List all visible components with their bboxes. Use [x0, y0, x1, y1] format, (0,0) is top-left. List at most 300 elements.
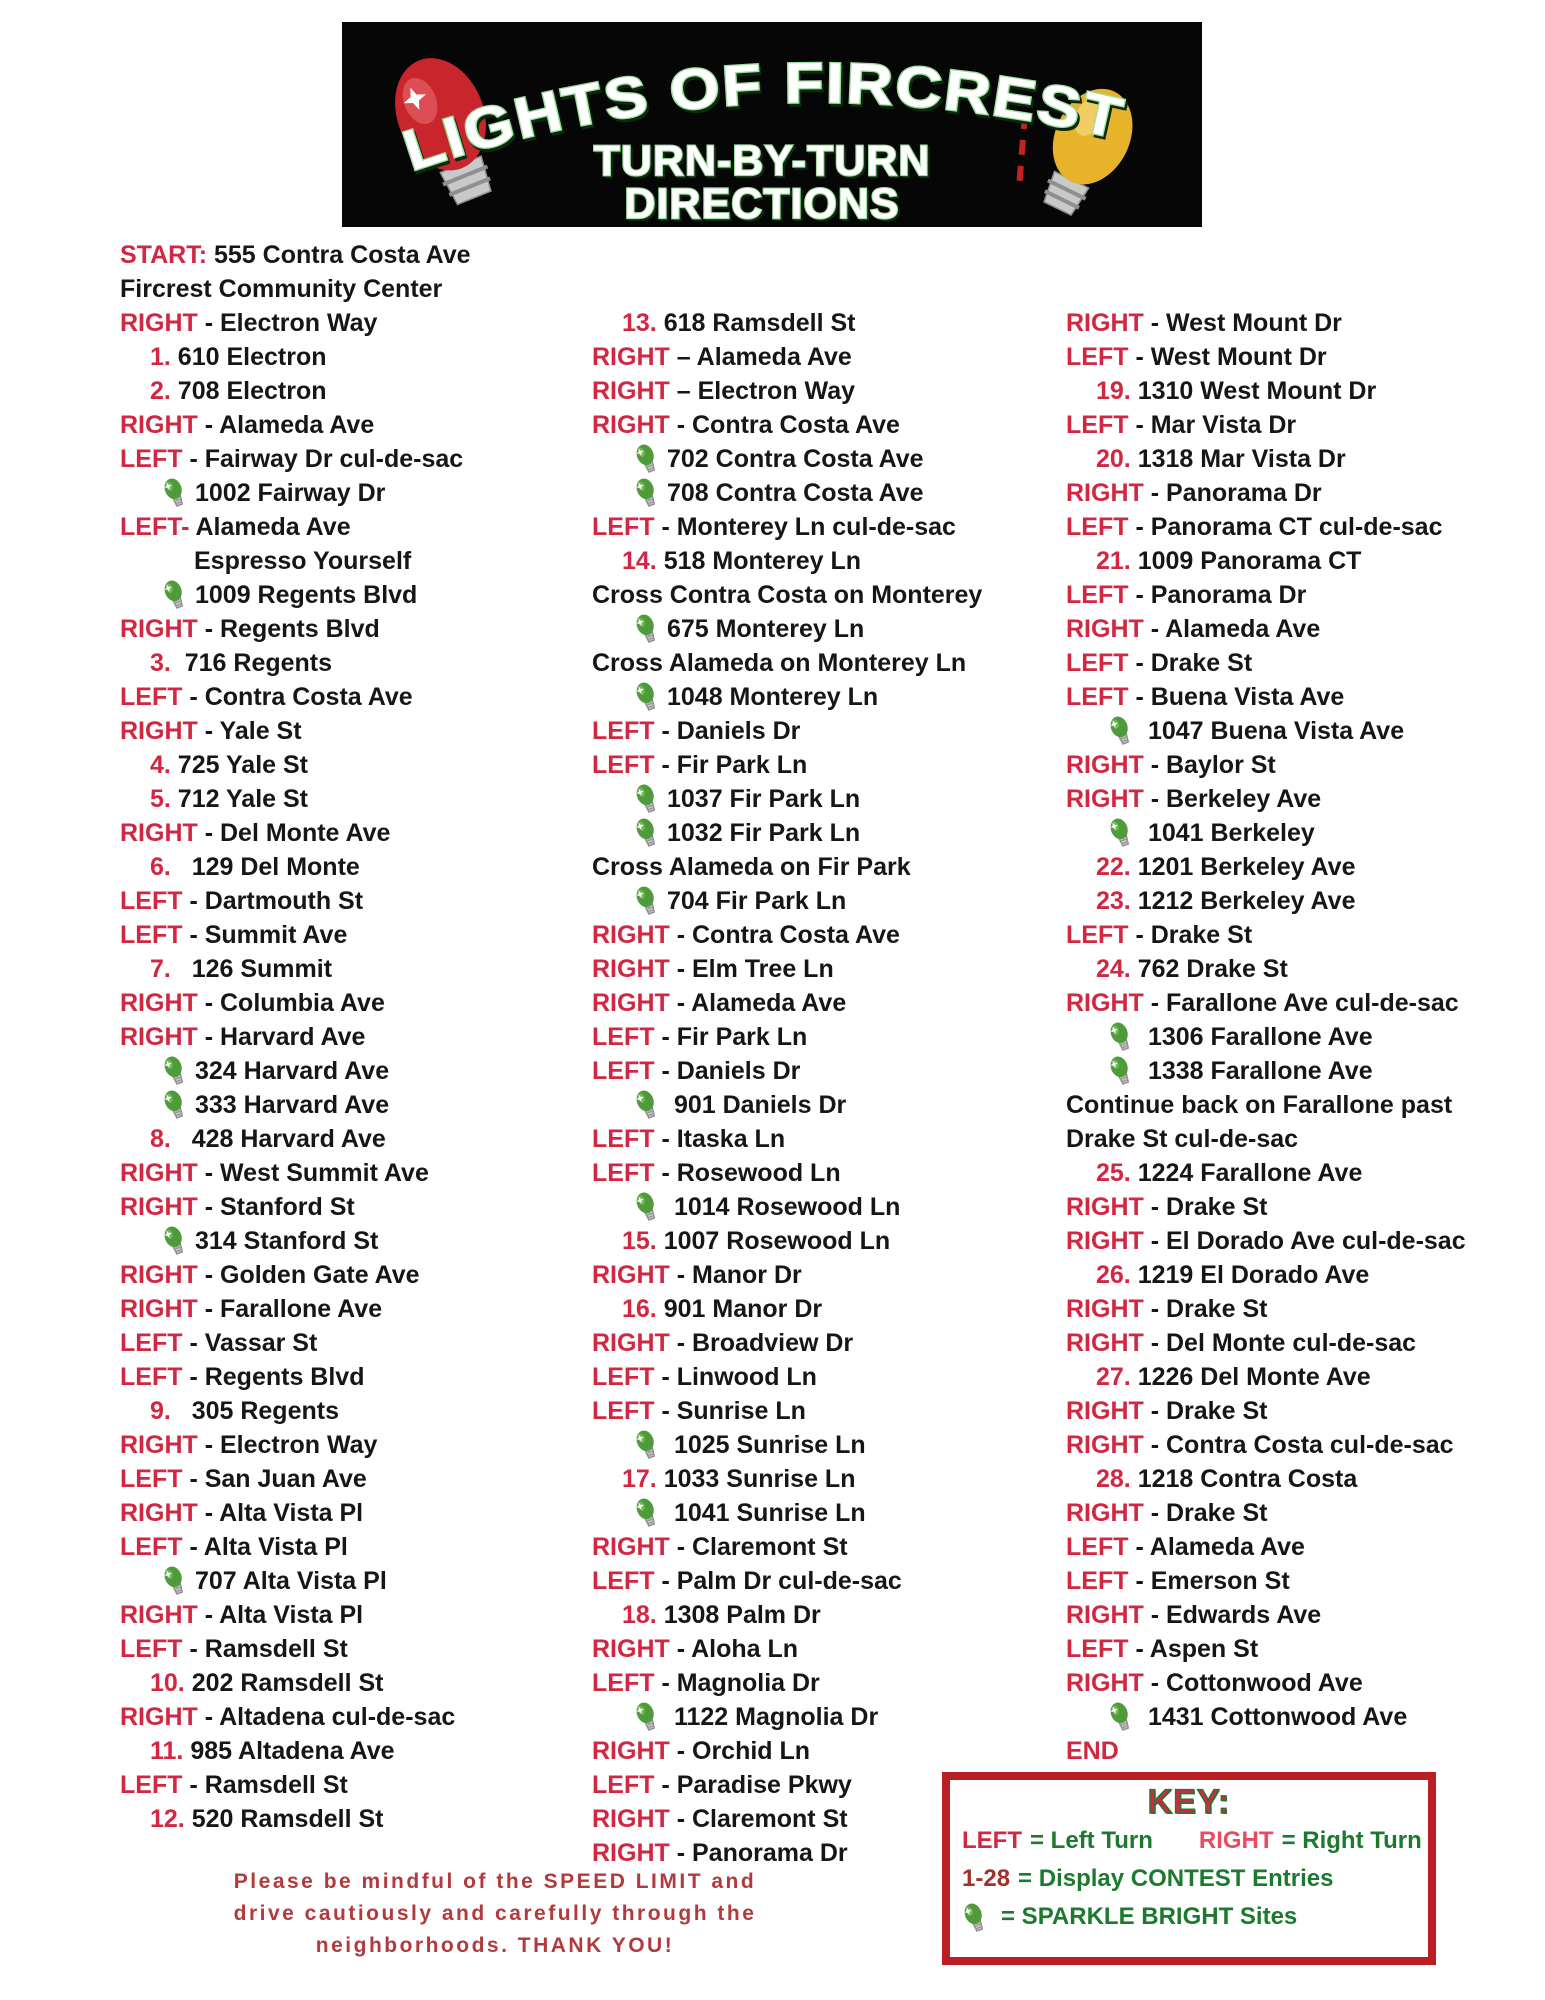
street-text: - Linwood Ln — [654, 1363, 817, 1391]
turn-label: RIGHT — [592, 955, 670, 983]
street-text: - Panorama Dr — [1128, 581, 1307, 609]
direction-line — [592, 918, 1066, 952]
entry-number: 22. — [1096, 853, 1131, 881]
turn-label: RIGHT — [592, 1737, 670, 1765]
direction-line — [592, 1360, 1066, 1394]
street-text: Fircrest Community Center — [120, 275, 443, 303]
street-text: - Fairway Dr cul-de-sac — [182, 445, 464, 473]
direction-line — [120, 272, 594, 306]
direction-line — [1066, 1360, 1540, 1394]
direction-line — [120, 578, 594, 612]
street-text: - Del Monte cul-de-sac — [1143, 1329, 1417, 1357]
entry-number: 18. — [622, 1601, 657, 1629]
street-text: 520 Ramsdell St — [184, 1805, 384, 1833]
street-text: - Broadview Dr — [669, 1329, 854, 1357]
street-text: - Drake St — [1143, 1295, 1268, 1323]
turn-label: RIGHT — [592, 1261, 670, 1289]
street-text: - Dartmouth St — [182, 887, 364, 915]
street-text: - El Dorado Ave cul-de-sac — [1143, 1227, 1466, 1255]
key-row-turns — [962, 1822, 1422, 1860]
direction-line — [592, 374, 1066, 408]
entry-number: 17. — [622, 1465, 657, 1493]
header-banner — [342, 22, 1202, 227]
street-text: 305 Regents — [170, 1397, 339, 1425]
turn-label: LEFT — [1066, 581, 1129, 609]
street-text: - Farallone Ave — [197, 1295, 383, 1323]
direction-line — [120, 816, 594, 850]
street-text: - Columbia Ave — [197, 989, 385, 1017]
turn-label: RIGHT — [120, 1023, 198, 1051]
street-text: 129 Del Monte — [170, 853, 360, 881]
key-left-term: LEFT — [962, 1827, 1022, 1854]
direction-line — [592, 1292, 1066, 1326]
street-text: 1002 Fairway Dr — [195, 479, 386, 507]
turn-label: RIGHT — [1066, 479, 1144, 507]
turn-label: RIGHT — [1066, 615, 1144, 643]
direction-line — [1066, 952, 1540, 986]
direction-line — [120, 612, 594, 646]
street-text: 1224 Farallone Ave — [1130, 1159, 1363, 1187]
entry-number: 10. — [150, 1669, 185, 1697]
street-text: 985 Altadena Ave — [183, 1737, 395, 1765]
entry-number: 12. — [150, 1805, 185, 1833]
direction-line — [120, 748, 594, 782]
street-text: - Drake St — [1128, 649, 1253, 677]
turn-label: RIGHT — [1066, 989, 1144, 1017]
direction-line — [592, 680, 1066, 714]
entry-number: 15. — [622, 1227, 657, 1255]
key-row-contest — [962, 1860, 1416, 1898]
street-text: 708 Contra Costa Ave — [667, 479, 924, 507]
turn-label: RIGHT — [592, 1839, 670, 1867]
street-text: - Magnolia Dr — [654, 1669, 820, 1697]
street-text: - Mar Vista Dr — [1128, 411, 1297, 439]
street-text: 555 Contra Costa Ave — [207, 241, 471, 269]
direction-line — [592, 1224, 1066, 1258]
turn-label: RIGHT — [120, 1499, 198, 1527]
street-text: 1032 Fir Park Ln — [667, 819, 861, 847]
street-text: 1310 West Mount Dr — [1130, 377, 1377, 405]
direction-line — [120, 1224, 594, 1258]
street-text: 1431 Cottonwood Ave — [1141, 1703, 1408, 1731]
street-text: - Paradise Pkwy — [654, 1771, 852, 1799]
turn-label: LEFT — [1066, 1635, 1129, 1663]
turn-label: RIGHT — [120, 615, 198, 643]
street-text: 1037 Fir Park Ln — [667, 785, 861, 813]
direction-line — [1066, 918, 1540, 952]
direction-line — [120, 1428, 594, 1462]
direction-line — [592, 714, 1066, 748]
street-text: - Rosewood Ln — [654, 1159, 841, 1187]
direction-line — [1066, 680, 1540, 714]
direction-line — [1066, 1224, 1540, 1258]
speed-limit-note-line3: neighborhoods. THANK YOU! — [315, 1934, 675, 1957]
street-text: - Vassar St — [182, 1329, 318, 1357]
street-text: 901 Manor Dr — [656, 1295, 823, 1323]
direction-line — [592, 544, 1066, 578]
street-text: - Palm Dr cul-de-sac — [654, 1567, 902, 1595]
street-text: – Electron Way — [669, 377, 856, 405]
direction-line — [120, 476, 594, 510]
direction-line — [120, 1394, 594, 1428]
turn-label: RIGHT — [592, 989, 670, 1017]
turn-label: LEFT — [120, 1771, 183, 1799]
turn-label: RIGHT — [120, 1261, 198, 1289]
turn-label: RIGHT — [592, 1329, 670, 1357]
street-text: - Panorama Dr — [669, 1839, 848, 1867]
direction-line — [1066, 1564, 1540, 1598]
street-text: - Contra Costa Ave — [669, 411, 900, 439]
direction-line — [592, 306, 1066, 340]
street-text: - Stanford St — [197, 1193, 355, 1221]
street-text: - Manor Dr — [669, 1261, 802, 1289]
direction-line — [592, 1394, 1066, 1428]
turn-label: LEFT — [120, 683, 183, 711]
direction-line — [1066, 1428, 1540, 1462]
direction-line — [120, 1496, 594, 1530]
street-text: 1025 Sunrise Ln — [667, 1431, 866, 1459]
entry-number: 4. — [150, 751, 171, 779]
street-text: - Monterey Ln cul-de-sac — [654, 513, 956, 541]
direction-line — [592, 646, 1066, 680]
direction-line — [1066, 408, 1540, 442]
street-text: - San Juan Ave — [182, 1465, 367, 1493]
street-text: 1201 Berkeley Ave — [1130, 853, 1356, 881]
entry-number: 19. — [1096, 377, 1131, 405]
street-text: - Drake St — [1143, 1499, 1268, 1527]
direction-line — [120, 340, 594, 374]
street-text: 1226 Del Monte Ave — [1130, 1363, 1371, 1391]
street-text: - Alameda Ave — [197, 411, 375, 439]
direction-line — [1066, 510, 1540, 544]
direction-line — [592, 1088, 1066, 1122]
entry-number: 25. — [1096, 1159, 1131, 1187]
direction-line — [592, 1258, 1066, 1292]
street-text: 1048 Monterey Ln — [667, 683, 879, 711]
street-text: 618 Ramsdell St — [656, 309, 856, 337]
entry-number: 8. — [150, 1125, 171, 1153]
entry-number: 24. — [1096, 955, 1131, 983]
turn-label: LEFT — [592, 1023, 655, 1051]
turn-label: LEFT — [592, 1159, 655, 1187]
entry-number: 13. — [622, 309, 657, 337]
street-text: Alameda Ave — [189, 513, 351, 541]
direction-line — [1066, 1190, 1540, 1224]
direction-line — [1066, 374, 1540, 408]
direction-line — [592, 1632, 1066, 1666]
street-text: 1308 Palm Dr — [656, 1601, 821, 1629]
entry-number: 28. — [1096, 1465, 1131, 1493]
street-text: Cross Alameda on Monterey Ln — [592, 649, 967, 677]
street-text: - Del Monte Ave — [197, 819, 391, 847]
street-text: Espresso Yourself — [194, 547, 412, 575]
direction-line — [1066, 340, 1540, 374]
direction-line — [120, 306, 594, 340]
entry-number: 23. — [1096, 887, 1131, 915]
direction-line — [1066, 612, 1540, 646]
direction-line — [120, 1768, 594, 1802]
street-text: 1318 Mar Vista Dr — [1130, 445, 1346, 473]
subtitle-line2: DIRECTIONS — [624, 180, 900, 227]
street-text: - Panorama Dr — [1143, 479, 1322, 507]
street-text: - Alta Vista Pl — [197, 1499, 364, 1527]
direction-line — [120, 1122, 594, 1156]
turn-label: RIGHT — [120, 1431, 198, 1459]
direction-line — [1066, 1394, 1540, 1428]
turn-label: RIGHT — [120, 1295, 198, 1323]
turn-label: LEFT — [1066, 683, 1129, 711]
street-text: 762 Drake St — [1130, 955, 1288, 983]
street-text: 333 Harvard Ave — [195, 1091, 390, 1119]
entry-number: 16. — [622, 1295, 657, 1323]
direction-line — [1066, 1156, 1540, 1190]
street-text: - Yale St — [197, 717, 302, 745]
street-text: - Farallone Ave cul-de-sac — [1143, 989, 1459, 1017]
turn-label: RIGHT — [592, 343, 670, 371]
key-right-def: = Right Turn — [1281, 1827, 1422, 1854]
direction-line — [592, 1598, 1066, 1632]
street-text: 1338 Farallone Ave — [1141, 1057, 1373, 1085]
turn-label: LEFT — [120, 887, 183, 915]
entry-number: 20. — [1096, 445, 1131, 473]
direction-line — [1066, 816, 1540, 850]
key-right-term: RIGHT — [1198, 1827, 1274, 1854]
key-title: KEY: — [1147, 1783, 1231, 1821]
street-text: 202 Ramsdell St — [184, 1669, 384, 1697]
street-text: Continue back on Farallone past — [1066, 1091, 1453, 1119]
street-text: – Alameda Ave — [669, 343, 852, 371]
turn-label: RIGHT — [120, 1159, 198, 1187]
turn-label: LEFT — [592, 1363, 655, 1391]
turn-label: LEFT — [120, 1363, 183, 1391]
turn-label: RIGHT — [1066, 1431, 1144, 1459]
direction-line — [120, 1292, 594, 1326]
street-text: 725 Yale St — [170, 751, 309, 779]
page-title: LIGHTS OF FIRCREST — [395, 51, 1126, 184]
turn-label: RIGHT — [1066, 1227, 1144, 1255]
direction-line — [120, 1598, 594, 1632]
street-text: - Sunrise Ln — [654, 1397, 806, 1425]
street-text: - Fir Park Ln — [654, 751, 808, 779]
street-text: - Baylor St — [1143, 751, 1276, 779]
street-text: - Regents Blvd — [182, 1363, 365, 1391]
street-text: 1219 El Dorado Ave — [1130, 1261, 1370, 1289]
direction-line — [1066, 1496, 1540, 1530]
direction-line — [592, 952, 1066, 986]
direction-line — [592, 1530, 1066, 1564]
direction-line — [120, 986, 594, 1020]
turn-label: LEFT — [1066, 649, 1129, 677]
turn-label: LEFT — [592, 717, 655, 745]
street-text: - Panorama CT cul-de-sac — [1128, 513, 1443, 541]
header-banner-art — [342, 22, 1202, 227]
street-text: 1122 Magnolia Dr — [667, 1703, 879, 1731]
entry-number: 11. — [150, 1737, 184, 1765]
direction-line — [1066, 714, 1540, 748]
speed-limit-note — [150, 1866, 840, 1962]
direction-line — [1066, 1734, 1540, 1768]
direction-line — [1066, 1598, 1540, 1632]
direction-line — [592, 442, 1066, 476]
direction-line — [1066, 782, 1540, 816]
direction-line — [1066, 1462, 1540, 1496]
direction-line — [120, 782, 594, 816]
direction-line — [120, 1190, 594, 1224]
turn-label: LEFT — [592, 1771, 655, 1799]
street-text: - Regents Blvd — [197, 615, 380, 643]
turn-label: RIGHT — [120, 411, 198, 439]
direction-line — [1066, 748, 1540, 782]
direction-line — [592, 1020, 1066, 1054]
street-text: - Orchid Ln — [669, 1737, 811, 1765]
street-text: - Elm Tree Ln — [669, 955, 834, 983]
street-text: - Drake St — [1143, 1397, 1268, 1425]
direction-line — [120, 1462, 594, 1496]
direction-line — [1066, 1122, 1540, 1156]
direction-line — [120, 544, 594, 578]
street-text: - Harvard Ave — [197, 1023, 366, 1051]
street-text: - Electron Way — [197, 309, 378, 337]
street-text: 1033 Sunrise Ln — [656, 1465, 856, 1493]
turn-label: RIGHT — [1066, 1669, 1144, 1697]
direction-line — [120, 1020, 594, 1054]
direction-line — [1066, 986, 1540, 1020]
street-text: - Alameda Ave — [669, 989, 847, 1017]
entry-number: 26. — [1096, 1261, 1131, 1289]
direction-line — [592, 816, 1066, 850]
street-text: - West Mount Dr — [1128, 343, 1327, 371]
street-text: 1009 Panorama CT — [1130, 547, 1362, 575]
street-text: - Contra Costa Ave — [182, 683, 413, 711]
street-text: - Contra Costa cul-de-sac — [1143, 1431, 1454, 1459]
direction-line — [1066, 578, 1540, 612]
turn-label: RIGHT — [592, 1533, 670, 1561]
direction-line — [120, 1666, 594, 1700]
direction-line — [592, 1462, 1066, 1496]
direction-line — [1066, 544, 1540, 578]
direction-line — [120, 1632, 594, 1666]
direction-line — [592, 1666, 1066, 1700]
turn-label: RIGHT — [120, 1601, 198, 1629]
entry-number: 3. — [150, 649, 171, 677]
directions-column-1 — [120, 238, 594, 1836]
entry-number: 14. — [622, 547, 657, 575]
street-text: - Alta Vista Pl — [197, 1601, 364, 1629]
direction-line — [120, 1088, 594, 1122]
street-text: 1306 Farallone Ave — [1141, 1023, 1373, 1051]
direction-line — [1066, 1258, 1540, 1292]
street-text: 716 Regents — [170, 649, 333, 677]
turn-label: RIGHT — [1066, 785, 1144, 813]
street-text: 1047 Buena Vista Ave — [1141, 717, 1405, 745]
street-text: - Daniels Dr — [654, 1057, 801, 1085]
turn-label: LEFT — [1066, 513, 1129, 541]
direction-line — [120, 510, 594, 544]
turn-label: LEFT — [120, 1533, 183, 1561]
direction-line — [120, 1734, 594, 1768]
direction-line — [1066, 850, 1540, 884]
street-text: - West Mount Dr — [1143, 309, 1342, 337]
turn-label: RIGHT — [1066, 1601, 1144, 1629]
direction-line — [120, 374, 594, 408]
direction-line — [120, 884, 594, 918]
direction-line — [592, 510, 1066, 544]
direction-line — [120, 918, 594, 952]
turn-label: RIGHT — [120, 1193, 198, 1221]
direction-line — [1066, 1088, 1540, 1122]
direction-line — [120, 1700, 594, 1734]
key-range-def: = Display CONTEST Entries — [1018, 1865, 1334, 1892]
turn-label: LEFT — [592, 1567, 655, 1595]
turn-label: RIGHT — [592, 377, 670, 405]
direction-line — [592, 850, 1066, 884]
direction-line — [592, 578, 1066, 612]
key-left-def: = Left Turn — [1030, 1827, 1153, 1854]
street-text: - Emerson St — [1128, 1567, 1290, 1595]
street-text: - Drake St — [1143, 1193, 1268, 1221]
entry-number: 7. — [150, 955, 171, 983]
start-label: START: — [120, 241, 208, 269]
street-text: 675 Monterey Ln — [667, 615, 865, 643]
turn-label: LEFT — [592, 1057, 655, 1085]
street-text: - Drake St — [1128, 921, 1253, 949]
speed-limit-note-line1: Please be mindful of the SPEED LIMIT and — [233, 1870, 757, 1893]
street-text: Cross Alameda on Fir Park — [592, 853, 911, 881]
direction-line — [592, 1496, 1066, 1530]
turn-label: LEFT — [120, 1465, 183, 1493]
street-text: 704 Fir Park Ln — [667, 887, 847, 915]
turn-label: LEFT — [592, 1397, 655, 1425]
turn-label: LEFT — [120, 1329, 183, 1357]
street-text: 324 Harvard Ave — [195, 1057, 390, 1085]
street-text: 708 Electron — [170, 377, 327, 405]
turn-label: RIGHT — [592, 921, 670, 949]
direction-line — [120, 952, 594, 986]
direction-line — [592, 1156, 1066, 1190]
direction-line — [1066, 442, 1540, 476]
key-range-term: 1-28 — [962, 1865, 1011, 1892]
directions-column-2 — [592, 306, 1066, 1870]
direction-line — [120, 1530, 594, 1564]
street-text: - Alameda Ave — [1143, 615, 1321, 643]
turn-label: LEFT- — [120, 513, 190, 541]
entry-number: 27. — [1096, 1363, 1131, 1391]
turn-label: LEFT — [592, 1125, 655, 1153]
direction-line — [120, 850, 594, 884]
street-text: 1041 Berkeley — [1141, 819, 1315, 847]
turn-label: LEFT — [120, 445, 183, 473]
entry-number: 2. — [150, 377, 171, 405]
street-text: - Berkeley Ave — [1143, 785, 1322, 813]
street-text: 610 Electron — [170, 343, 327, 371]
speed-limit-note-line2: drive cautiously and carefully through the — [233, 1902, 757, 1925]
street-text: - Claremont St — [669, 1805, 848, 1833]
turn-label: RIGHT — [592, 411, 670, 439]
direction-line — [592, 1700, 1066, 1734]
street-text: 901 Daniels Dr — [667, 1091, 847, 1119]
street-text: - Altadena cul-de-sac — [197, 1703, 456, 1731]
street-text: - Contra Costa Ave — [669, 921, 900, 949]
entry-number: 9. — [150, 1397, 171, 1425]
direction-line — [592, 748, 1066, 782]
key-bulb-def: = SPARKLE BRIGHT Sites — [1001, 1903, 1298, 1930]
direction-line — [120, 442, 594, 476]
direction-line — [120, 714, 594, 748]
turn-label: LEFT — [1066, 343, 1129, 371]
direction-line — [120, 1360, 594, 1394]
direction-line — [1066, 476, 1540, 510]
turn-label: RIGHT — [1066, 1193, 1144, 1221]
